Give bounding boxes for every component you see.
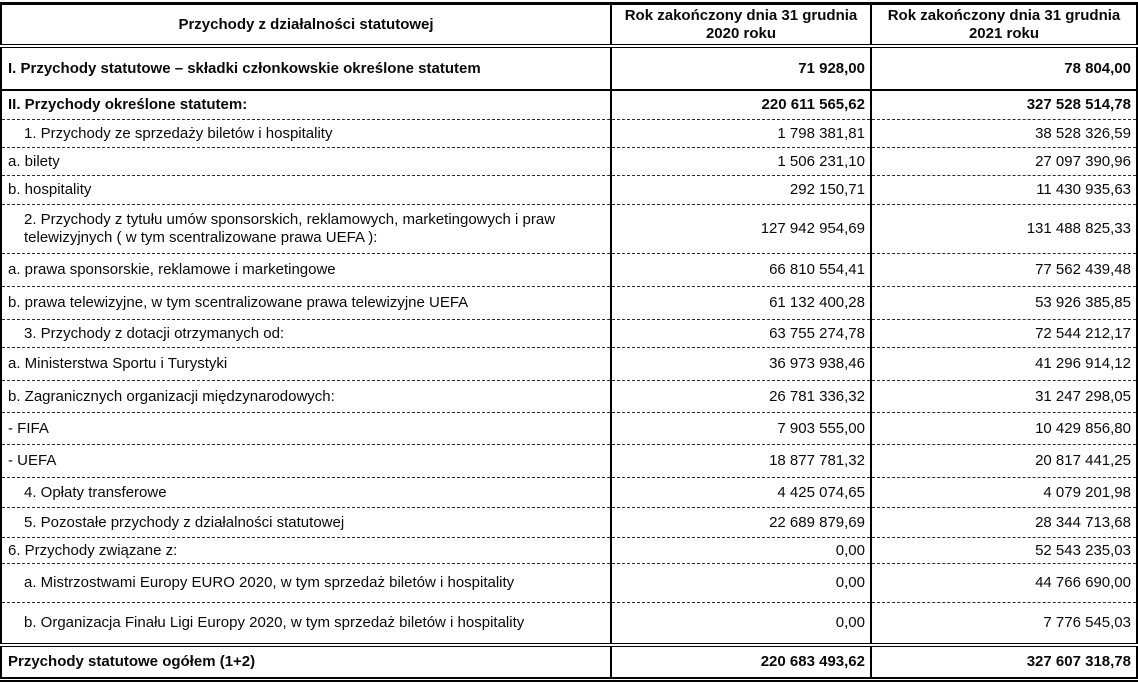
header-row (1, 4, 1137, 47)
row-value-2020: 127 942 954,69 (611, 204, 871, 253)
row-value-2021: 10 429 856,80 (871, 412, 1137, 444)
row-value-2021: 41 296 914,12 (871, 347, 1137, 380)
table-row (1, 563, 1137, 602)
row-label: - FIFA (1, 412, 611, 444)
row-value-2020: 61 132 400,28 (611, 286, 871, 319)
row-value-2021: 77 562 439,48 (871, 253, 1137, 286)
row-label: 5. Pozostałe przychody z działalności statutowej (1, 507, 611, 537)
table-row (1, 204, 1137, 253)
column-header-category: Przychody z działalności statutowej (1, 4, 611, 47)
row-value-2021: 53 926 385,85 (871, 286, 1137, 319)
row-value-2020: 71 928,00 (611, 46, 871, 90)
row-value-2020: 26 781 336,32 (611, 380, 871, 412)
table-row (1, 253, 1137, 286)
row-label: 3. Przychody z dotacji otrzymanych od: (1, 319, 611, 347)
table-row (1, 147, 1137, 175)
row-value-2021: 44 766 690,00 (871, 563, 1137, 602)
row-value-2020: 0,00 (611, 602, 871, 645)
table-row (1, 286, 1137, 319)
row-value-2020: 220 683 493,62 (611, 645, 871, 679)
row-value-2021: 7 776 545,03 (871, 602, 1137, 645)
table-row (1, 412, 1137, 444)
row-label: b. Organizacja Finału Ligi Europy 2020, w tym sprzedaż biletów i hospitality (1, 602, 611, 645)
row-value-2020: 18 877 781,32 (611, 444, 871, 477)
row-label: b. Zagranicznych organizacji międzynarodowych: (1, 380, 611, 412)
table-row (1, 477, 1137, 507)
row-value-2020: 4 425 074,65 (611, 477, 871, 507)
row-value-2020: 1 506 231,10 (611, 147, 871, 175)
row-value-2021: 78 804,00 (871, 46, 1137, 90)
row-value-2021: 38 528 326,59 (871, 119, 1137, 147)
row-value-2021: 11 430 935,63 (871, 175, 1137, 204)
table-row (1, 645, 1137, 679)
table-row (1, 444, 1137, 477)
row-label: 2. Przychody z tytułu umów sponsorskich, reklamowych, marketingowych i praw telewizyjnych ( w tym scentralizowane prawa UEFA ): (1, 204, 611, 253)
row-value-2021: 28 344 713,68 (871, 507, 1137, 537)
row-label: b. prawa telewizyjne, w tym scentralizowane prawa telewizyjne UEFA (1, 286, 611, 319)
row-value-2020: 0,00 (611, 537, 871, 563)
table-header (1, 4, 1137, 47)
row-value-2020: 1 798 381,81 (611, 119, 871, 147)
row-label: 1. Przychody ze sprzedaży biletów i hospitality (1, 119, 611, 147)
row-value-2020: 220 611 565,62 (611, 90, 871, 119)
row-label: 4. Opłaty transferowe (1, 477, 611, 507)
row-value-2020: 7 903 555,00 (611, 412, 871, 444)
row-value-2020: 63 755 274,78 (611, 319, 871, 347)
row-value-2021: 327 528 514,78 (871, 90, 1137, 119)
table-row (1, 90, 1137, 119)
row-label: I. Przychody statutowe – składki członkowskie określone statutem (8, 60, 481, 78)
table-row (1, 507, 1137, 537)
row-label: a. Ministerstwa Sportu i Turystyki (1, 347, 611, 380)
row-value-2020: 66 810 554,41 (611, 253, 871, 286)
row-value-2020: 22 689 879,69 (611, 507, 871, 537)
statutory-revenue-table (0, 2, 1138, 682)
row-value-2021: 327 607 318,78 (871, 645, 1137, 679)
column-header-year-2020: Rok zakończony dnia 31 grudnia 2020 roku (611, 4, 871, 47)
table-row (1, 347, 1137, 380)
row-value-2020: 36 973 938,46 (611, 347, 871, 380)
row-value-2021: 52 543 235,03 (871, 537, 1137, 563)
table-row (1, 46, 1137, 90)
row-label: b. hospitality (1, 175, 611, 204)
row-label: - UEFA (1, 444, 611, 477)
table-row (1, 175, 1137, 204)
table-row (1, 380, 1137, 412)
column-header-year-2021: Rok zakończony dnia 31 grudnia 2021 roku (871, 4, 1137, 47)
row-label: II. Przychody określone statutem: (1, 90, 611, 119)
row-value-2020: 0,00 (611, 563, 871, 602)
table-row (1, 537, 1137, 563)
table-row (1, 602, 1137, 645)
row-label: a. Mistrzostwami Europy EURO 2020, w tym sprzedaż biletów i hospitality (1, 563, 611, 602)
table-row (1, 119, 1137, 147)
row-label: 6. Przychody związane z: (1, 537, 611, 563)
row-value-2021: 31 247 298,05 (871, 380, 1137, 412)
row-value-2021: 4 079 201,98 (871, 477, 1137, 507)
table-row (1, 319, 1137, 347)
row-label: Przychody statutowe ogółem (1+2) (1, 645, 611, 679)
table-body (1, 46, 1137, 679)
row-label: a. prawa sponsorskie, reklamowe i marketingowe (1, 253, 611, 286)
row-label: a. bilety (1, 147, 611, 175)
row-value-2020: 292 150,71 (611, 175, 871, 204)
row-value-2021: 27 097 390,96 (871, 147, 1137, 175)
row-value-2021: 72 544 212,17 (871, 319, 1137, 347)
row-value-2021: 131 488 825,33 (871, 204, 1137, 253)
row-value-2021: 20 817 441,25 (871, 444, 1137, 477)
